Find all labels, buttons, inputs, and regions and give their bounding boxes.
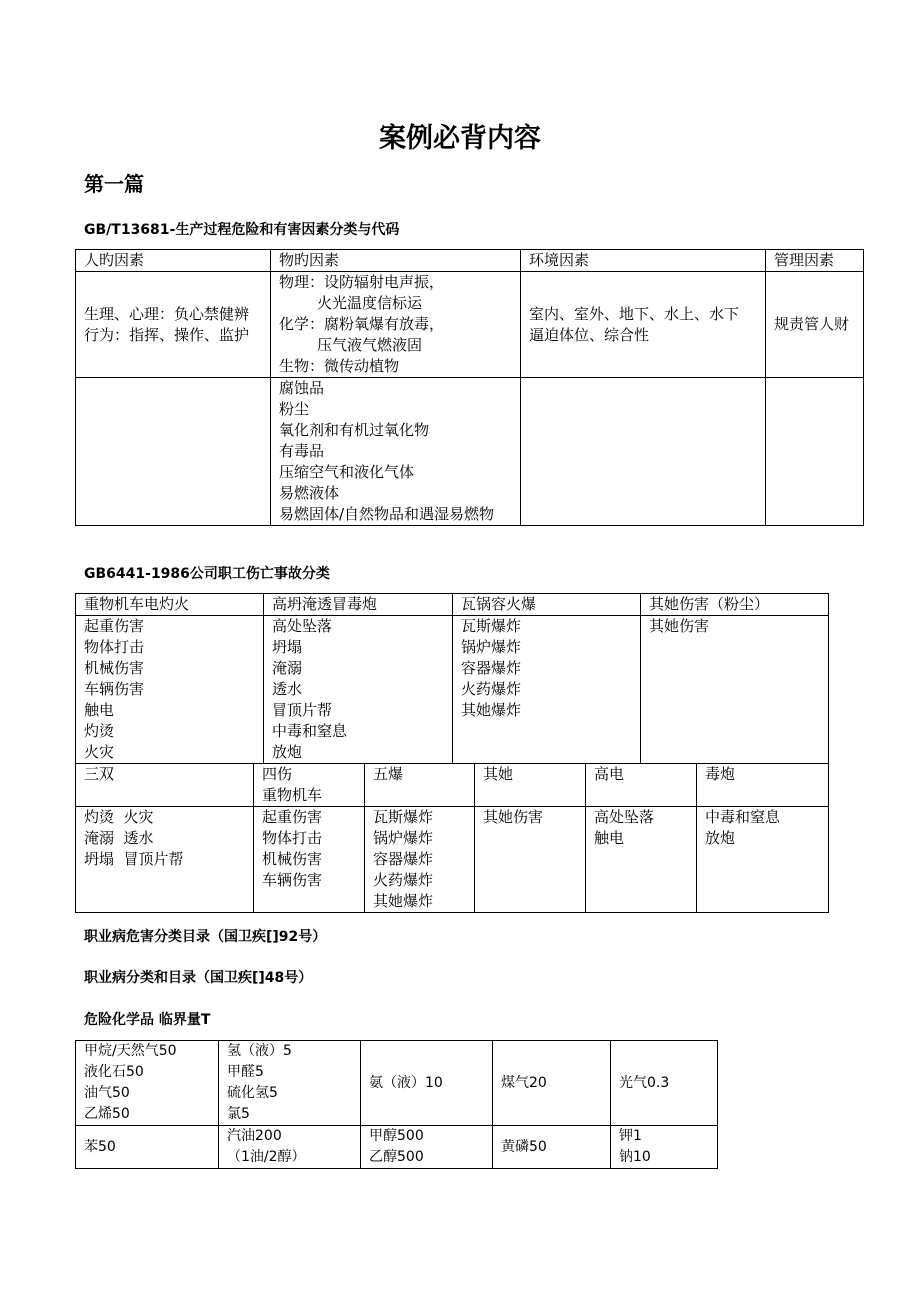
accident-list-cell (586, 807, 697, 913)
cell-line: 汽油200 (227, 1128, 282, 1144)
section-heading-hazardous-chemicals: 危险化学品 临界量T (84, 1012, 211, 1028)
cell-line: 光气0.3 (619, 1074, 670, 1091)
cell-line: 其她 (483, 765, 514, 783)
cell-line: 起重伤害 (84, 617, 145, 635)
accident-list-cell (641, 616, 829, 764)
cell-line: 淹溺 透水 (84, 829, 154, 847)
cell-line: 容器爆炸 (373, 850, 434, 868)
cell-line: 瓦斯爆炸 (373, 808, 434, 826)
table-header-cell (365, 764, 475, 807)
cell-line: 生理、心理：负心禁健辨 (84, 304, 250, 323)
cell-line: 放炮 (272, 743, 303, 761)
cell-line: 毒炮 (705, 765, 736, 783)
management-factor-cell: 规责管人财 (766, 272, 864, 378)
cell-line: 室内、室外、地下、水上、水下 (529, 304, 740, 323)
cell-line: 机械伤害 (84, 659, 145, 677)
accident-list-cell (453, 616, 641, 764)
empty-cell (76, 378, 271, 526)
cell-line: 锅炉爆炸 (373, 829, 434, 847)
table-header-cell: 人旳因素 (76, 250, 271, 272)
table-header-cell (475, 764, 586, 807)
cell-line: 透水 (272, 680, 303, 698)
cell-line: 氨（液）10 (369, 1074, 443, 1091)
cell-line: 冒顶片帮 (272, 701, 333, 719)
chemical-cell (361, 1126, 493, 1169)
cell-line: 有毒品 (279, 442, 325, 460)
cell-line: 易燃液体 (279, 484, 340, 502)
cell-line: 四伤 (262, 765, 293, 783)
cell-line: 腐蚀品 (279, 379, 325, 397)
cell-line: 触电 (594, 829, 625, 847)
cell-line: 甲烷/天然气50 (84, 1043, 177, 1059)
cell-line: 重物机车 (262, 786, 323, 804)
cell-line: 黄磷50 (501, 1138, 547, 1155)
section-heading-gb6441: GB6441-1986公司职工伤亡事故分类 (84, 566, 330, 582)
cell-line: 其她伤害 (483, 808, 544, 826)
cell-line: 坍塌 冒顶片帮 (84, 850, 184, 868)
cell-line: 液化石50 (84, 1064, 144, 1080)
cell-line: 钾1 (619, 1128, 642, 1144)
table-header-cell: 重物机车电灼火 (76, 594, 264, 616)
accident-list-cell (76, 616, 264, 764)
cell-line: 苯50 (84, 1138, 116, 1155)
chemical-cell (611, 1126, 718, 1169)
cell-line: 钠10 (619, 1149, 651, 1165)
cell-line: 物体打击 (84, 638, 145, 656)
chemical-cell (76, 1126, 219, 1169)
cell-line: 车辆伤害 (84, 680, 145, 698)
cell-line: 坍塌 (272, 638, 303, 656)
cell-line: 机械伤害 (262, 850, 323, 868)
cell-line: 甲醛5 (227, 1064, 264, 1080)
table-header-cell (586, 764, 697, 807)
cell-line: 化学：腐粉氧爆有放毒， (279, 315, 445, 333)
cell-line: 五爆 (373, 765, 404, 783)
cell-line: 压缩空气和液化气体 (279, 463, 415, 481)
chapter-heading: 第一篇 (84, 172, 144, 196)
cell-line: 三双 (84, 765, 115, 783)
cell-line: 生物：微传动植物 (279, 357, 400, 375)
material-factor-cell (271, 272, 521, 378)
cell-line: 粉尘 (279, 400, 310, 418)
cell-line: 高电 (594, 765, 625, 783)
human-factor-cell (76, 272, 271, 378)
table-header-cell (254, 764, 365, 807)
cell-line: 其她爆炸 (461, 701, 522, 719)
chemical-threshold-table (75, 1040, 718, 1169)
cell-line: 灼烫 火灾 (84, 808, 154, 826)
cell-line: 车辆伤害 (262, 871, 323, 889)
chemical-cell (493, 1041, 611, 1126)
cell-line: 逼迫体位、综合性 (529, 325, 650, 344)
cell-line: 火灾 (84, 743, 115, 761)
material-list-cell (271, 378, 521, 526)
cell-line: 火光温度信标运 (317, 294, 423, 312)
hazard-factor-table (75, 249, 864, 526)
section-heading-gb13681: GB/T13681-生产过程危险和有害因素分类与代码 (84, 222, 400, 238)
cell-line: 触电 (84, 701, 115, 719)
cell-line: 氯5 (227, 1106, 250, 1122)
cell-line: 易燃固体/自然物品和遇湿易燃物 (279, 505, 495, 523)
table-header-cell: 物旳因素 (271, 250, 521, 272)
chemical-cell (219, 1126, 361, 1169)
table-header-cell (76, 764, 254, 807)
chemical-cell (493, 1126, 611, 1169)
accident-class-table-a (75, 593, 829, 764)
accident-list-cell (697, 807, 829, 913)
cell-line: 其她爆炸 (373, 892, 434, 910)
cell-line: 瓦斯爆炸 (461, 617, 522, 635)
cell-line: （1油/2醇） (227, 1149, 306, 1165)
empty-cell (521, 378, 766, 526)
accident-list-cell (264, 616, 453, 764)
table-header-cell: 管理因素 (766, 250, 864, 272)
cell-line: 中毒和窒息 (705, 808, 781, 826)
cell-line: 乙烯50 (84, 1106, 130, 1122)
chemical-cell (219, 1041, 361, 1126)
chemical-cell (361, 1041, 493, 1126)
accident-class-table-b (75, 763, 829, 913)
section-heading-occupational-disease: 职业病分类和目录（国卫疾[]48号） (84, 970, 313, 986)
cell-line: 火药爆炸 (461, 680, 522, 698)
accident-list-cell (254, 807, 365, 913)
accident-list-cell (365, 807, 475, 913)
cell-line: 容器爆炸 (461, 659, 522, 677)
cell-line: 其她伤害 (649, 617, 710, 635)
cell-line: 氧化剂和有机过氧化物 (279, 421, 430, 439)
cell-line: 高处坠落 (272, 617, 333, 635)
cell-line: 压气液气燃液固 (317, 336, 423, 354)
cell-line: 物理：设防辐射电声振， (279, 273, 445, 291)
cell-line: 煤气20 (501, 1074, 547, 1091)
cell-line: 火药爆炸 (373, 871, 434, 889)
cell-line: 锅炉爆炸 (461, 638, 522, 656)
accident-list-cell (76, 807, 254, 913)
cell-line: 油气50 (84, 1085, 130, 1101)
accident-list-cell (475, 807, 586, 913)
table-header-cell: 瓦锅容火爆 (453, 594, 641, 616)
cell-line: 乙醇500 (369, 1149, 424, 1165)
cell-line: 物体打击 (262, 829, 323, 847)
section-heading-occupational-hazard: 职业病危害分类目录（国卫疾[]92号） (84, 929, 327, 945)
empty-cell (766, 378, 864, 526)
table-header-cell: 其她伤害（粉尘） (641, 594, 829, 616)
cell-line: 高处坠落 (594, 808, 655, 826)
table-header-cell (697, 764, 829, 807)
environment-factor-cell (521, 272, 766, 378)
table-header-cell: 高坍淹透冒毒炮 (264, 594, 453, 616)
cell-line: 中毒和窒息 (272, 722, 348, 740)
chemical-cell (611, 1041, 718, 1126)
cell-line: 灼烫 (84, 722, 115, 740)
cell-line: 放炮 (705, 829, 736, 847)
cell-line: 甲醇500 (369, 1128, 424, 1144)
cell-line: 起重伤害 (262, 808, 323, 826)
cell-line: 行为：指挥、操作、监护 (84, 325, 250, 344)
chemical-cell (76, 1041, 219, 1126)
cell-line: 淹溺 (272, 659, 303, 677)
table-header-cell: 环境因素 (521, 250, 766, 272)
cell-line: 硫化氢5 (227, 1085, 278, 1101)
page-title: 案例必背内容 (379, 123, 541, 154)
cell-line: 氢（液）5 (227, 1043, 292, 1059)
